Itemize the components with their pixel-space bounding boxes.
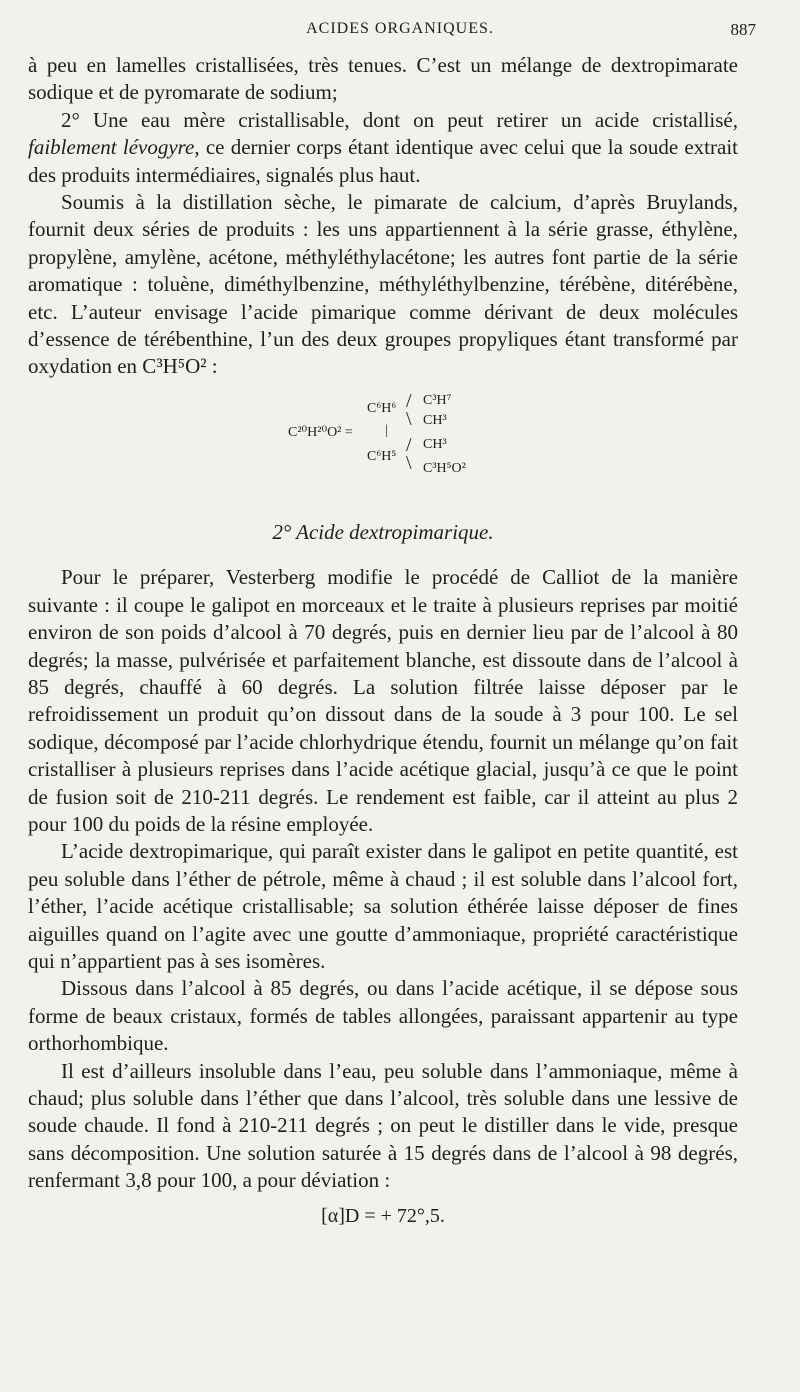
formula-sub-c3h5o2: C³H⁵O² — [423, 460, 466, 476]
emphasis-levogyre: faiblement lévogyre — [28, 135, 195, 160]
formula-sub-c3h7: C³H⁷ — [423, 392, 452, 408]
formula-lhs: C²⁰H²⁰O² = — [288, 424, 353, 440]
formula-bracket-3: / — [406, 433, 412, 456]
formula-bracket-2: \ — [406, 407, 412, 430]
body-text — [28, 52, 738, 1230]
running-title: ACIDES ORGANIQUES. — [306, 20, 494, 37]
optical-rotation: [α]D = + 72°,5. — [321, 1204, 445, 1227]
paragraph-5: L’acide dextropimarique, qui paraît exister dans le galipot en petite quantité, est peu soluble dans l’éther de pétrole, même à chaud ; il est soluble dans l’alcool fort, l’éther, l’acide acétique cristallisable; sa solution éthérée laisse déposer de fines aiguilles quand on l’agite avec une goutte d’ammoniaque, propriété caractéristique qui n’appartient pas à ses isomères. — [28, 839, 738, 973]
formula-group-c6h6: C⁶H⁶ — [367, 400, 397, 416]
section-title: 2° Acide dextropimarique. — [272, 519, 494, 544]
running-head — [0, 20, 800, 42]
formula-bond: | — [385, 422, 388, 438]
paragraph-2 — [28, 107, 738, 189]
page-number: 887 — [730, 20, 756, 39]
paragraph-6: Dissous dans l’alcool à 85 degrés, ou dans l’acide acétique, il se dépose sous forme de beaux cristaux, formés de tables allongées, paraissant appartenir au type orthorhombique. — [28, 976, 738, 1056]
paragraph-3: Soumis à la distillation sèche, le pimarate de calcium, d’après Bruylands, fournit deux séries de produits : les uns appartiennent à la série grasse, éthylène, propylène, amylène, acétone, méthyléthylacétone; les autres font partie de la série aromatique : toluène, diméthylbenzine, méthyléthylbenzine, térébène, ditérébène, etc. L’auteur envisage l’acide pimarique comme dérivant de deux molécules d’essence de térébenthine, l’un des deux groupes propyliques étant transformé par oxydation en C³H⁵O² : — [28, 190, 738, 379]
paragraph-2-text-b: , ce dernier corps étant identique avec celui que la soude extrait des produits intermédiaires, signalés plus haut. — [28, 135, 739, 187]
paragraph-2-text-a: Une eau mère cristallisable, dont on peut retirer un acide cristallisé, — [79, 107, 738, 132]
chemical-formula — [28, 387, 738, 497]
paragraph-1: à peu en lamelles cristallisées, très tenues. C’est un mélange de dextropimarate sodique et de pyromarate de sodium; — [28, 53, 738, 105]
formula-sub-ch3-a: CH³ — [423, 412, 447, 428]
formula-sub-ch3-b: CH³ — [423, 436, 447, 452]
paragraph-4: Pour le préparer, Vesterberg modifie le procédé de Calliot de la manière suivante : il coupe le galipot en morceaux et le traite à plusieurs reprises par moitié environ de son poids d’alcool à 70 degrés, puis en dernier lieu par de l’alcool à 80 degrés; la masse, pulvérisée et parfaitement blanche, est dissoute dans de l’alcool à 85 degrés, chauffé à 60 degrés. La solution filtrée laisse déposer par le refroidissement un produit qu’on dissout dans de la soude à 3 pour 100. Le sel sodique, décomposé par l’acide chlorhydrique étendu, fournit un mélange qu’on fait cristalliser à plusieurs reprises dans l’acide acétique glacial, jusqu’à ce que le point de fusion soit de 210-211 degrés. Le rendement est faible, car il atteint au plus 2 pour 100 du poids de la résine employée. — [28, 565, 738, 836]
formula-bracket-4: \ — [406, 451, 412, 474]
paragraph-7: Il est d’ailleurs insoluble dans l’eau, peu soluble dans l’ammoniaque, même à chaud; plus soluble dans l’éther que dans l’alcool, très soluble dans une lessive de soude chaude. Il fond à 210-211 degrés ; on peut le distiller dans le vide, presque sans décomposition. Une solution saturée à 15 degrés dans de l’alcool à 98 degrés, renfermant 3,8 pour 100, a pour déviation : — [28, 1058, 738, 1193]
formula-bracket-1: / — [406, 389, 412, 412]
formula-group-c6h5: C⁶H⁵ — [367, 448, 397, 464]
list-number: 2° — [61, 107, 80, 132]
